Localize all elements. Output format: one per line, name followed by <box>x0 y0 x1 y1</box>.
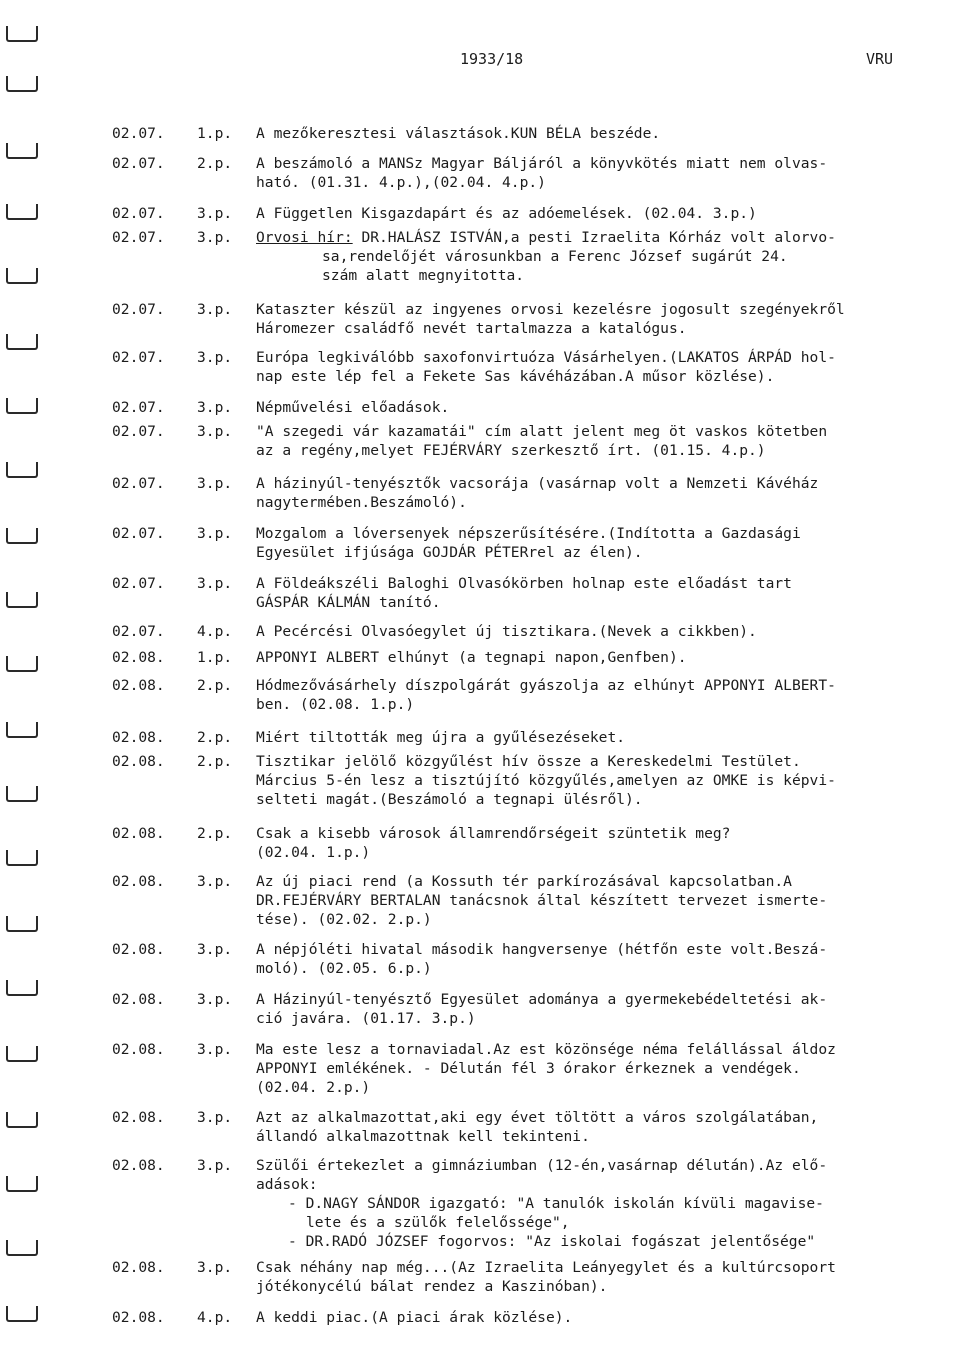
entry-text-line: Azt az alkalmazottat,aki egy évet töltött a város szolgálatában, <box>256 1109 819 1126</box>
entry-page: 3.p. <box>197 873 233 890</box>
entry-text-line: nap este lép fel a Fekete Sas kávéházában.A műsor közlése). <box>256 368 775 385</box>
entry-page: 4.p. <box>197 623 233 640</box>
entry-text-line: A Házinyúl-tenyésztő Egyesület adománya a gyermekebédeltetési ak- <box>256 991 828 1008</box>
entry-date: 02.07. <box>112 349 165 366</box>
entry-text <box>256 824 946 862</box>
entry-date: 02.07. <box>112 525 165 542</box>
entry-text-line: ció javára. (01.17. 3.p.) <box>256 1010 476 1027</box>
document-id: 1933/18 <box>460 50 524 68</box>
entry-text-line: tése). (02.02. 2.p.) <box>256 911 432 928</box>
entry-page: 1.p. <box>197 649 233 666</box>
entry-text-line: Az új piaci rend (a Kossuth tér parkírozásával kapcsolatban.A <box>256 873 792 890</box>
entry-text <box>256 474 946 512</box>
entry-text-line: A népjóléti hivatal második hangversenye (hétfőn este volt.Beszá- <box>256 941 828 958</box>
entry-text-line: adások: <box>256 1176 318 1193</box>
entry-date: 02.08. <box>112 1309 165 1326</box>
entry-text <box>256 524 946 562</box>
entry-text-line: Tisztikar jelölő közgyűlést hív össze a Kereskedelmi Testület. <box>256 753 801 770</box>
entry-page: 3.p. <box>197 575 233 592</box>
entry-date: 02.08. <box>112 753 165 770</box>
entry-text-line: Háromezer családfő nevét tartalmazza a katalógus. <box>256 320 687 337</box>
entry-text-rest: DR.HALÁSZ ISTVÁN,a pesti Izraelita Kórház volt alorvo- <box>352 229 836 246</box>
entry-page: 3.p. <box>197 1157 233 1174</box>
entry-text-line: sa,rendelőjét városunkban a Ferenc József sugárút 24. <box>322 248 788 265</box>
entry-text-line: Európa legkiválóbb saxofonvirtuóza Vásárhelyen.(LAKATOS ÁRPÁD hol- <box>256 349 836 366</box>
entry-text-line: Miért tiltották meg újra a gyűlésezéseket. <box>256 729 626 746</box>
entry-text-line: GÁSPÁR KÁLMÁN tanító. <box>256 594 441 611</box>
entry-text-line: - DR.RADÓ JÓZSEF fogorvos: "Az iskolai fogászat jelentősége" <box>288 1233 816 1250</box>
entry-text-line: DR.FEJÉRVÁRY BERTALAN tanácsnok által készített tervezet ismerte- <box>256 892 828 909</box>
entry-date: 02.08. <box>112 1259 165 1276</box>
entry-text-line: Ma este lesz a tornaviadal.Az est közönsége néma felállással áldoz <box>256 1041 836 1058</box>
entry-date: 02.07. <box>112 125 165 142</box>
entry-date: 02.08. <box>112 1157 165 1174</box>
entry-text <box>256 124 946 143</box>
entry-text-line: moló). (02.05. 6.p.) <box>256 960 432 977</box>
entry-lead: Orvosi hír: <box>256 229 353 246</box>
entry-text-line: Mozgalom a lóversenyek népszerűsítésére.(Indította a Gazdasági <box>256 525 801 542</box>
entry-date: 02.08. <box>112 649 165 666</box>
entry-text-line: A Független Kisgazdapárt és az adóemelések. (02.04. 3.p.) <box>256 205 757 222</box>
entry-date: 02.07. <box>112 623 165 640</box>
entry-text <box>256 1108 946 1146</box>
entry-page: 3.p. <box>197 399 233 416</box>
entry-page: 3.p. <box>197 349 233 366</box>
entry-date: 02.07. <box>112 423 165 440</box>
entry-text-line: A mezőkeresztesi választások.KUN BÉLA beszéde. <box>256 125 661 142</box>
entry-date: 02.08. <box>112 941 165 958</box>
entry-date: 02.08. <box>112 1109 165 1126</box>
entry-text-line: Népművelési előadások. <box>256 399 450 416</box>
entry-text-line: ható. (01.31. 4.p.),(02.04. 4.p.) <box>256 174 546 191</box>
entry-date: 02.07. <box>112 229 165 246</box>
entry-text <box>256 204 946 223</box>
entry-text-line: nagytermében.Beszámoló). <box>256 494 467 511</box>
entry-text-line <box>256 228 946 247</box>
entry-text <box>256 648 946 667</box>
entry-text-line: (02.04. 2.p.) <box>256 1079 371 1096</box>
entry-text-line: Kataszter készül az ingyenes orvosi kezelésre jogosult szegényekről <box>256 301 845 318</box>
entry-page: 2.p. <box>197 729 233 746</box>
entry-text-line: Március 5-én lesz a tisztújító közgyűlés,amelyen az OMKE is képvi- <box>256 772 836 789</box>
entry-page: 1.p. <box>197 125 233 142</box>
entry-date: 02.07. <box>112 155 165 172</box>
entry-page: 2.p. <box>197 155 233 172</box>
entry-page: 3.p. <box>197 991 233 1008</box>
entry-text <box>256 1308 946 1327</box>
entry-text <box>256 398 946 417</box>
entry-text <box>256 348 946 386</box>
entry-date: 02.07. <box>112 205 165 222</box>
entry-text-line: - D.NAGY SÁNDOR igazgató: "A tanulók iskolán kívüli magavise- <box>288 1195 824 1212</box>
entry-page: 3.p. <box>197 301 233 318</box>
entry-text-line: Hódmezővásárhely díszpolgárát gyászolja az elhúnyt APPONYI ALBERT- <box>256 677 836 694</box>
entry-text <box>256 622 946 641</box>
entry-date: 02.08. <box>112 729 165 746</box>
entry-page: 2.p. <box>197 825 233 842</box>
entry-text-line: (02.04. 1.p.) <box>256 844 371 861</box>
entry-text-line: A beszámoló a MANSz Magyar Báljáról a könyvkötés miatt nem olvas- <box>256 155 828 172</box>
entry-text-line: selteti magát.(Beszámoló a tegnapi ülésről). <box>256 791 643 808</box>
entry-text-line: lete és a szülők felelőssége", <box>306 1214 570 1231</box>
entry-date: 02.07. <box>112 575 165 592</box>
entry-page: 3.p. <box>197 941 233 958</box>
entry-text <box>256 228 946 285</box>
entry-text <box>256 990 946 1028</box>
entry-page: 3.p. <box>197 1109 233 1126</box>
entry-text-line: Csak a kisebb városok államrendőrségeit szüntetik meg? <box>256 825 731 842</box>
entry-page: 2.p. <box>197 753 233 770</box>
entry-page: 4.p. <box>197 1309 233 1326</box>
entry-text-line: az a regény,melyet FEJÉRVÁRY szerkesztő írt. (01.15. 4.p.) <box>256 442 766 459</box>
entry-text-line: APPONYI emlékének. - Délután fél 3 órakor érkeznek a vendégek. <box>256 1060 801 1077</box>
entry-page: 2.p. <box>197 677 233 694</box>
entry-text <box>256 574 946 612</box>
entry-text-line: Egyesület ifjúsága GOJDÁR PÉTERrel az élen). <box>256 544 643 561</box>
entry-page: 3.p. <box>197 525 233 542</box>
entry-text-line: A Földeákszéli Baloghi Olvasókörben holnap este előadást tart <box>256 575 792 592</box>
entry-text-line: A keddi piac.(A piaci árak közlése). <box>256 1309 573 1326</box>
entry-date: 02.08. <box>112 1041 165 1058</box>
entry-page: 3.p. <box>197 229 233 246</box>
entry-text <box>256 752 946 809</box>
entry-text <box>256 300 946 338</box>
entry-text <box>256 1156 946 1251</box>
entry-date: 02.08. <box>112 825 165 842</box>
entry-text-line: jótékonycélú bálat rendez a Kaszinóban). <box>256 1278 608 1295</box>
entry-text-line: Szülői értekezlet a gimnáziumban (12-én,vasárnap délután).Az elő- <box>256 1157 828 1174</box>
entry-date: 02.08. <box>112 677 165 694</box>
entry-date: 02.08. <box>112 873 165 890</box>
entry-text <box>256 1258 946 1296</box>
entry-date: 02.07. <box>112 399 165 416</box>
document-code: VRU <box>866 50 894 68</box>
entry-text <box>256 422 946 460</box>
entry-text-line: Csak néhány nap még...(Az Izraelita Leányegylet és a kultúrcsoport <box>256 1259 836 1276</box>
entry-text-line: A Pecércési Olvasóegylet új tisztikara.(Nevek a cikkben). <box>256 623 757 640</box>
entry-date: 02.07. <box>112 475 165 492</box>
entry-text <box>256 676 946 714</box>
entry-date: 02.07. <box>112 301 165 318</box>
entry-text-line: A házinyúl-tenyésztők vacsorája (vasárnap volt a Nemzeti Kávéház <box>256 475 819 492</box>
entry-text-line: ben. (02.08. 1.p.) <box>256 696 415 713</box>
entry-page: 3.p. <box>197 423 233 440</box>
entry-text-line: "A szegedi vár kazamatái" cím alatt jelent meg öt vaskos kötetben <box>256 423 828 440</box>
entry-text <box>256 940 946 978</box>
entry-page: 3.p. <box>197 475 233 492</box>
entry-page: 3.p. <box>197 1041 233 1058</box>
entry-text-line: szám alatt megnyitotta. <box>322 267 525 284</box>
entry-text <box>256 1040 946 1097</box>
entry-page: 3.p. <box>197 1259 233 1276</box>
entry-text <box>256 154 946 192</box>
entry-text-line: állandó alkalmazottnak kell tekinteni. <box>256 1128 590 1145</box>
entry-date: 02.08. <box>112 991 165 1008</box>
entry-text <box>256 872 946 929</box>
entry-page: 3.p. <box>197 205 233 222</box>
entry-text-line: APPONYI ALBERT elhúnyt (a tegnapi napon,Genfben). <box>256 649 687 666</box>
entry-text <box>256 728 946 747</box>
